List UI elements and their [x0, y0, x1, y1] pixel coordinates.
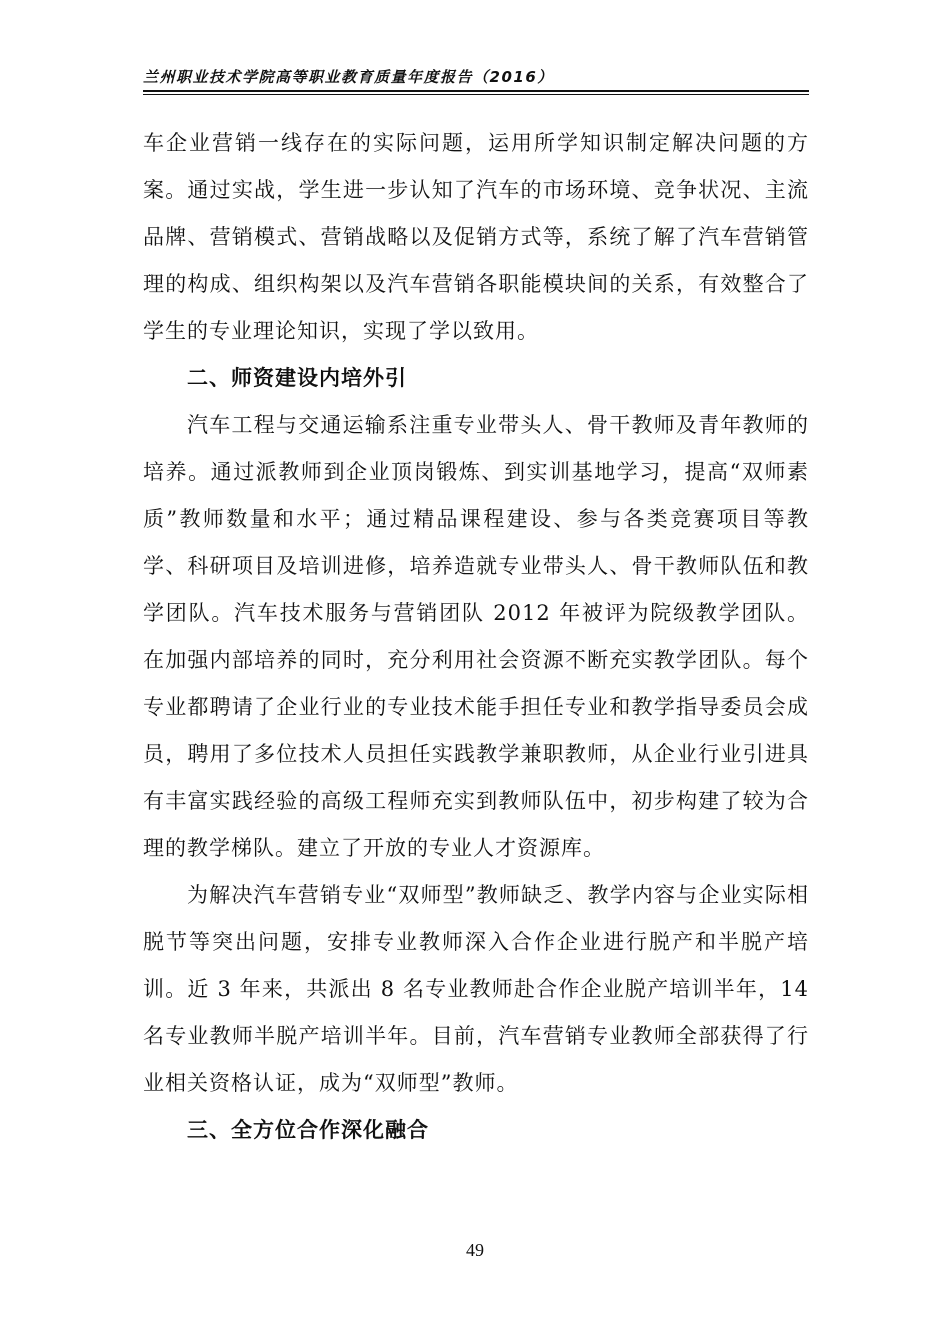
page-body [143, 120, 809, 1154]
header-title: 兰州职业技术学院高等职业教育质量年度报告（2016） [143, 68, 554, 86]
paragraph-continued: 车企业营销一线存在的实际问题，运用所学知识制定解决问题的方案。通过实战，学生进一步认知了汽车的市场环境、竞争状况、主流品牌、营销模式、营销战略以及促销方式等，系统了解了汽车营销管理的构成、组织构架以及汽车营销各职能模块间的关系，有效整合了学生的专业理论知识，实现了学以致用。 [143, 131, 809, 343]
paragraph-faculty-development: 汽车工程与交通运输系注重专业带头人、骨干教师及青年教师的培养。通过派教师到企业顶岗锻炼、到实训基地学习，提高“双师素质”教师数量和水平；通过精品课程建设、参与各类竞赛项目等教学、科研项目及培训进修，培养造就专业带头人、骨干教师队伍和教学团队。汽车技术服务与营销团队 2012 年被评为院级教学团队。在加强内部培养的同时，充分利用社会资源不断充实教学团队。每个专业都聘请了企业行业的专业技术能手担任专业和教学指导委员会成员，聘用了多位技术人员担任实践教学兼职教师，从企业行业引进具有丰富实践经验的高级工程师充实到教师队伍中，初步构建了较为合理的教学梯队。建立了开放的专业人才资源库。 [143, 413, 809, 860]
paragraph-dual-teacher-training: 为解决汽车营销专业“双师型”教师缺乏、教学内容与企业实际相脱节等突出问题，安排专业教师深入合作企业进行脱产和半脱产培训。近 3 年来，共派出 8 名专业教师赴合作企业脱产培训半年，14 名专业教师半脱产培训半年。目前，汽车营销专业教师全部获得了行业相关资格认证，成为“双师型”教师。 [143, 883, 809, 1095]
header-rule-thin [143, 94, 809, 95]
page-header [143, 62, 809, 96]
header-rule-thick [143, 90, 809, 92]
page-number: 49 [466, 1240, 484, 1260]
section-heading-2: 二、师资建设内培外引 [187, 366, 407, 390]
section-heading-3: 三、全方位合作深化融合 [187, 1118, 429, 1142]
